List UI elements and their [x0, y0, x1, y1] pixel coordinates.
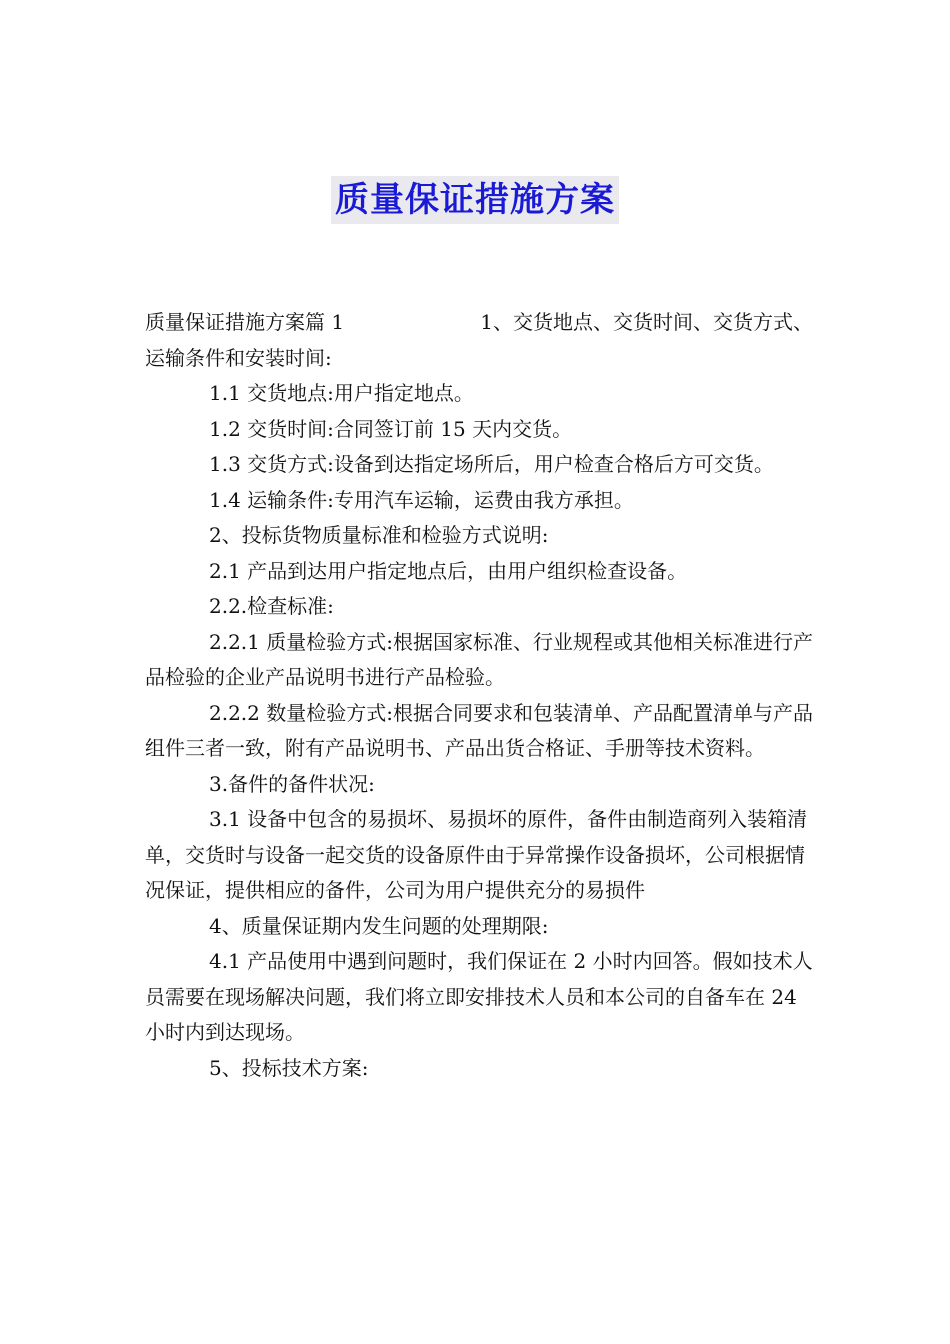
paragraph-3-1: 3.1 设备中包含的易损坏、易损坏的原件，备件由制造商列入装箱清单，交货时与设备一起交货的设备原件由于异常操作设备损坏，公司根据情况保证，提供相应的备件，公司为用户提供充分的易损件: [145, 807, 808, 902]
item-1-heading-continued: 运输条件和安装时间:: [145, 345, 332, 370]
paragraph-4: 4、质量保证期内发生问题的处理期限:: [209, 913, 549, 938]
paragraph-2-2-2: 2.2.2 数量检验方式:根据合同要求和包装清单、产品配置清单与产品组件三者一致，附有产品说明书、产品出货合格证、手册等技术资料。: [145, 700, 813, 760]
paragraph-5: 5、投标技术方案:: [209, 1055, 369, 1080]
paragraph-1-3: 1.3 交货方式:设备到达指定场所后，用户检查合格后方可交货。: [209, 452, 774, 476]
paragraph-1-1: 1.1 交货地点:用户指定地点。: [209, 381, 474, 405]
paragraph-1-4: 1.4 运输条件:专用汽车运输，运费由我方承担。: [209, 487, 634, 512]
paragraph-1-2: 1.2 交货时间:合同签订前 15 天内交货。: [209, 416, 573, 441]
intro-line: [145, 305, 813, 341]
paragraph-3: 3.备件的备件状况:: [209, 771, 375, 796]
item-1-heading: 1、交货地点、交货时间、交货方式、: [480, 310, 813, 334]
section-heading: 质量保证措施方案篇 1: [145, 310, 345, 334]
paragraph-2: 2、投标货物质量标准和检验方式说明:: [209, 523, 549, 547]
paragraph-2-1: 2.1 产品到达用户指定地点后，由用户组织检查设备。: [209, 558, 688, 583]
document-title: 质量保证措施方案: [331, 176, 619, 224]
paragraph-2-2-1: 2.2.1 质量检验方式:根据国家标准、行业规程或其他相关标准进行产品检验的企业产品说明书进行产品检验。: [145, 629, 813, 689]
document-body: [145, 305, 813, 1086]
paragraph-2-2: 2.2.检查标准:: [209, 594, 334, 618]
title-container: [0, 176, 950, 224]
paragraph-4-1: 4.1 产品使用中遇到问题时，我们保证在 2 小时内回答。假如技术人员需要在现场解决问题，我们将立即安排技术人员和本公司的自备车在 24 小时内到达现场。: [145, 949, 813, 1044]
